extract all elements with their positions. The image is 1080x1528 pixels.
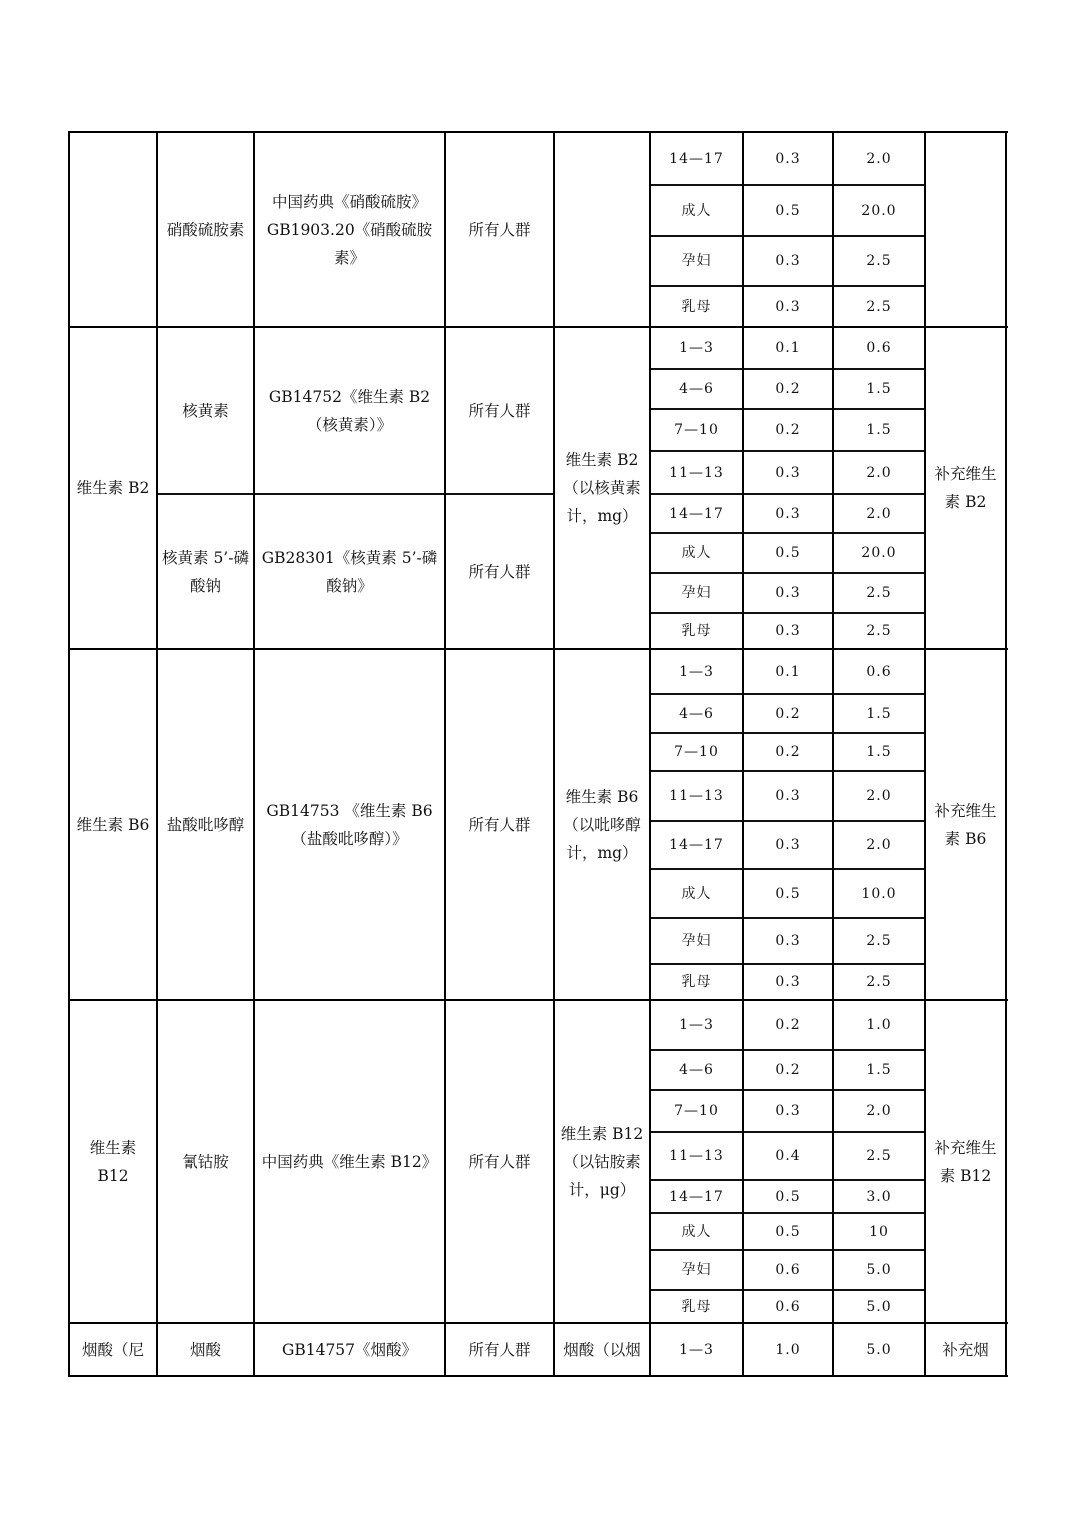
max-value-cell: 2.5 (866, 585, 892, 601)
max-value-cell: 3.0 (866, 1188, 892, 1205)
age-cell: 1—3 (679, 663, 714, 680)
population-cell: 所有人群 (468, 815, 531, 834)
nutrient-cell (69, 132, 157, 327)
table-border (553, 131, 555, 1377)
max-value-cell: 2.0 (866, 505, 892, 522)
standard-cell: GB14753 《维生素 B6（盐酸吡哆醇）》 (266, 801, 433, 848)
table-border (650, 1131, 925, 1133)
table-border (650, 285, 925, 287)
standard-cell: GB28301《核黄素 5’-磷酸钠》 (261, 548, 438, 595)
measure-cell: 维生素 B2（以核黄素计，mg） (563, 451, 641, 525)
table-border (650, 1289, 925, 1291)
max-value-cell: 0.6 (866, 340, 892, 356)
nutrient-cell: 烟酸（尼 (81, 1340, 144, 1359)
age-cell: 成人 (681, 1223, 712, 1240)
age-cell: 14—17 (669, 1188, 724, 1205)
table-border (650, 612, 925, 614)
age-cell: 4—6 (679, 705, 714, 722)
max-value-cell: 2.0 (866, 150, 892, 167)
table-border (650, 368, 925, 370)
min-value-cell: 0.3 (775, 974, 801, 990)
max-value-cell: 5.0 (866, 1341, 892, 1358)
min-value-cell: 0.3 (775, 464, 801, 481)
min-value-cell: 0.3 (775, 505, 801, 522)
purpose-cell: 补充维生素 B6 (934, 801, 997, 848)
purpose-cell: 补充维生素 B12 (934, 1138, 997, 1185)
min-value-cell: 0.2 (775, 744, 801, 760)
age-cell: 1—3 (679, 340, 714, 356)
age-cell: 孕妇 (681, 253, 712, 269)
max-value-cell: 2.5 (866, 253, 892, 269)
age-cell: 1—3 (679, 1017, 714, 1033)
table-border (69, 648, 1008, 650)
max-value-cell: 2.0 (866, 788, 892, 804)
max-value-cell: 1.5 (866, 381, 892, 397)
table-border (650, 408, 925, 410)
age-cell: 乳母 (681, 974, 712, 990)
table-border (650, 572, 925, 574)
age-cell: 孕妇 (681, 933, 712, 949)
measure-cell: 维生素 B12（以钴胺素计，μg） (560, 1124, 644, 1199)
max-value-cell: 20.0 (861, 202, 897, 219)
table-border (1005, 131, 1007, 1377)
nutrient-cell: 维生素 B6 (76, 815, 150, 834)
age-cell: 成人 (681, 885, 712, 902)
max-value-cell: 2.5 (866, 1148, 892, 1164)
table-border (650, 1212, 925, 1214)
age-cell: 乳母 (681, 623, 712, 639)
age-cell: 成人 (681, 202, 712, 219)
max-value-cell: 2.5 (866, 298, 892, 315)
min-value-cell: 0.3 (775, 623, 801, 639)
measure-cell (554, 132, 650, 327)
compound-name-cell: 氰钴胺 (182, 1152, 229, 1171)
min-value-cell: 0.5 (775, 885, 801, 902)
table-border (742, 131, 744, 1377)
min-value-cell: 0.5 (775, 1223, 801, 1240)
min-value-cell: 0.6 (775, 1262, 801, 1278)
age-cell: 7—10 (674, 422, 719, 438)
min-value-cell: 0.1 (775, 663, 801, 680)
table-border (650, 184, 925, 186)
nutrient-cell: 维生素 B12 (89, 1138, 137, 1185)
age-cell: 7—10 (674, 1103, 719, 1119)
min-value-cell: 0.3 (775, 837, 801, 853)
age-cell: 11—13 (669, 464, 724, 481)
compound-name-cell: 核黄素 5’-磷酸钠 (162, 548, 249, 595)
max-value-cell: 5.0 (866, 1262, 892, 1278)
max-value-cell: 10 (869, 1223, 889, 1240)
min-value-cell: 0.6 (775, 1298, 801, 1315)
table-border (650, 732, 925, 734)
standard-cell: GB14757《烟酸》 (281, 1340, 418, 1359)
table-border (444, 131, 446, 1377)
max-value-cell: 2.0 (866, 1103, 892, 1119)
table-border (253, 131, 255, 1377)
table-border (650, 770, 925, 772)
min-value-cell: 0.2 (775, 422, 801, 438)
table-border (69, 1375, 1008, 1377)
age-cell: 孕妇 (681, 585, 712, 601)
min-value-cell: 0.3 (775, 933, 801, 949)
age-cell: 1—3 (679, 1341, 714, 1358)
age-cell: 成人 (681, 545, 712, 561)
compound-name-cell: 核黄素 (182, 401, 229, 420)
age-cell: 14—17 (669, 837, 724, 853)
nutrient-cell: 维生素 B2 (76, 479, 150, 497)
standard-cell: 中国药典《硝酸硫胺》GB1903.20《硝酸硫胺素》 (266, 192, 433, 267)
max-value-cell: 1.0 (866, 1017, 892, 1033)
max-value-cell: 10.0 (861, 885, 897, 902)
age-cell: 14—17 (669, 150, 724, 167)
table-border (650, 493, 925, 495)
population-cell: 所有人群 (468, 401, 531, 420)
age-cell: 14—17 (669, 505, 724, 522)
table-border (650, 820, 925, 822)
min-value-cell: 0.3 (775, 298, 801, 315)
purpose-cell: 补充烟 (942, 1340, 989, 1359)
age-cell: 7—10 (674, 744, 719, 760)
table-border (650, 1249, 925, 1251)
max-value-cell: 2.5 (866, 933, 892, 949)
min-value-cell: 0.5 (775, 545, 801, 561)
table-border (832, 131, 834, 1377)
table-border (924, 131, 926, 1377)
max-value-cell: 0.6 (866, 663, 892, 680)
measure-cell: 烟酸（以烟 (563, 1340, 641, 1359)
purpose-cell (925, 132, 1006, 327)
table-border (156, 131, 158, 1377)
table-border (69, 326, 1008, 328)
table-border (650, 963, 925, 965)
table-border (650, 450, 925, 452)
table-border (69, 999, 1008, 1001)
age-cell: 孕妇 (681, 1262, 712, 1278)
max-value-cell: 2.0 (866, 837, 892, 853)
compound-name-cell: 烟酸 (189, 1340, 221, 1359)
max-value-cell: 1.5 (866, 705, 892, 722)
table-border (649, 131, 651, 1377)
compound-name-cell: 盐酸吡哆醇 (166, 815, 245, 834)
max-value-cell: 2.0 (866, 464, 892, 481)
max-value-cell: 1.5 (866, 1062, 892, 1078)
population-cell: 所有人群 (468, 1152, 531, 1171)
min-value-cell: 0.4 (775, 1148, 801, 1164)
population-cell: 所有人群 (468, 562, 531, 581)
table-border (650, 1179, 925, 1181)
min-value-cell: 0.3 (775, 253, 801, 269)
population-cell: 所有人群 (468, 220, 531, 239)
table-border (650, 917, 925, 919)
table-border (68, 131, 70, 1377)
age-cell: 4—6 (679, 381, 714, 397)
age-cell: 11—13 (669, 788, 724, 804)
standard-cell: 中国药典《维生素 B12》 (261, 1152, 438, 1171)
table-border (157, 493, 554, 495)
max-value-cell: 5.0 (866, 1298, 892, 1315)
min-value-cell: 0.3 (775, 150, 801, 167)
table-border (650, 868, 925, 870)
min-value-cell: 0.2 (775, 1017, 801, 1033)
min-value-cell: 1.0 (775, 1341, 801, 1358)
min-value-cell: 0.5 (775, 1188, 801, 1205)
table-border (650, 1049, 925, 1051)
table-border (650, 532, 925, 534)
compound-name-cell: 硝酸硫胺素 (166, 220, 245, 239)
population-cell: 所有人群 (468, 1340, 531, 1359)
table-border (69, 131, 1008, 133)
min-value-cell: 0.3 (775, 585, 801, 601)
min-value-cell: 0.2 (775, 1062, 801, 1078)
standard-cell: GB14752《维生素 B2（核黄素）》 (268, 387, 431, 434)
table-border (650, 1089, 925, 1091)
min-value-cell: 0.2 (775, 705, 801, 722)
table-border (650, 235, 925, 237)
table-border (69, 1322, 1008, 1324)
min-value-cell: 0.3 (775, 1103, 801, 1119)
measure-cell: 维生素 B6（以吡哆醇计，mg） (563, 787, 641, 862)
max-value-cell: 20.0 (861, 545, 897, 561)
min-value-cell: 0.3 (775, 788, 801, 804)
age-cell: 4—6 (679, 1062, 714, 1078)
age-cell: 乳母 (681, 1298, 712, 1315)
max-value-cell: 1.5 (866, 744, 892, 760)
max-value-cell: 1.5 (866, 422, 892, 438)
max-value-cell: 2.5 (866, 974, 892, 990)
min-value-cell: 0.1 (775, 340, 801, 356)
purpose-cell: 补充维生素 B2 (934, 465, 997, 511)
table-border (650, 693, 925, 695)
age-cell: 乳母 (681, 298, 712, 315)
age-cell: 11—13 (669, 1148, 724, 1164)
min-value-cell: 0.2 (775, 381, 801, 397)
max-value-cell: 2.5 (866, 623, 892, 639)
min-value-cell: 0.5 (775, 202, 801, 219)
